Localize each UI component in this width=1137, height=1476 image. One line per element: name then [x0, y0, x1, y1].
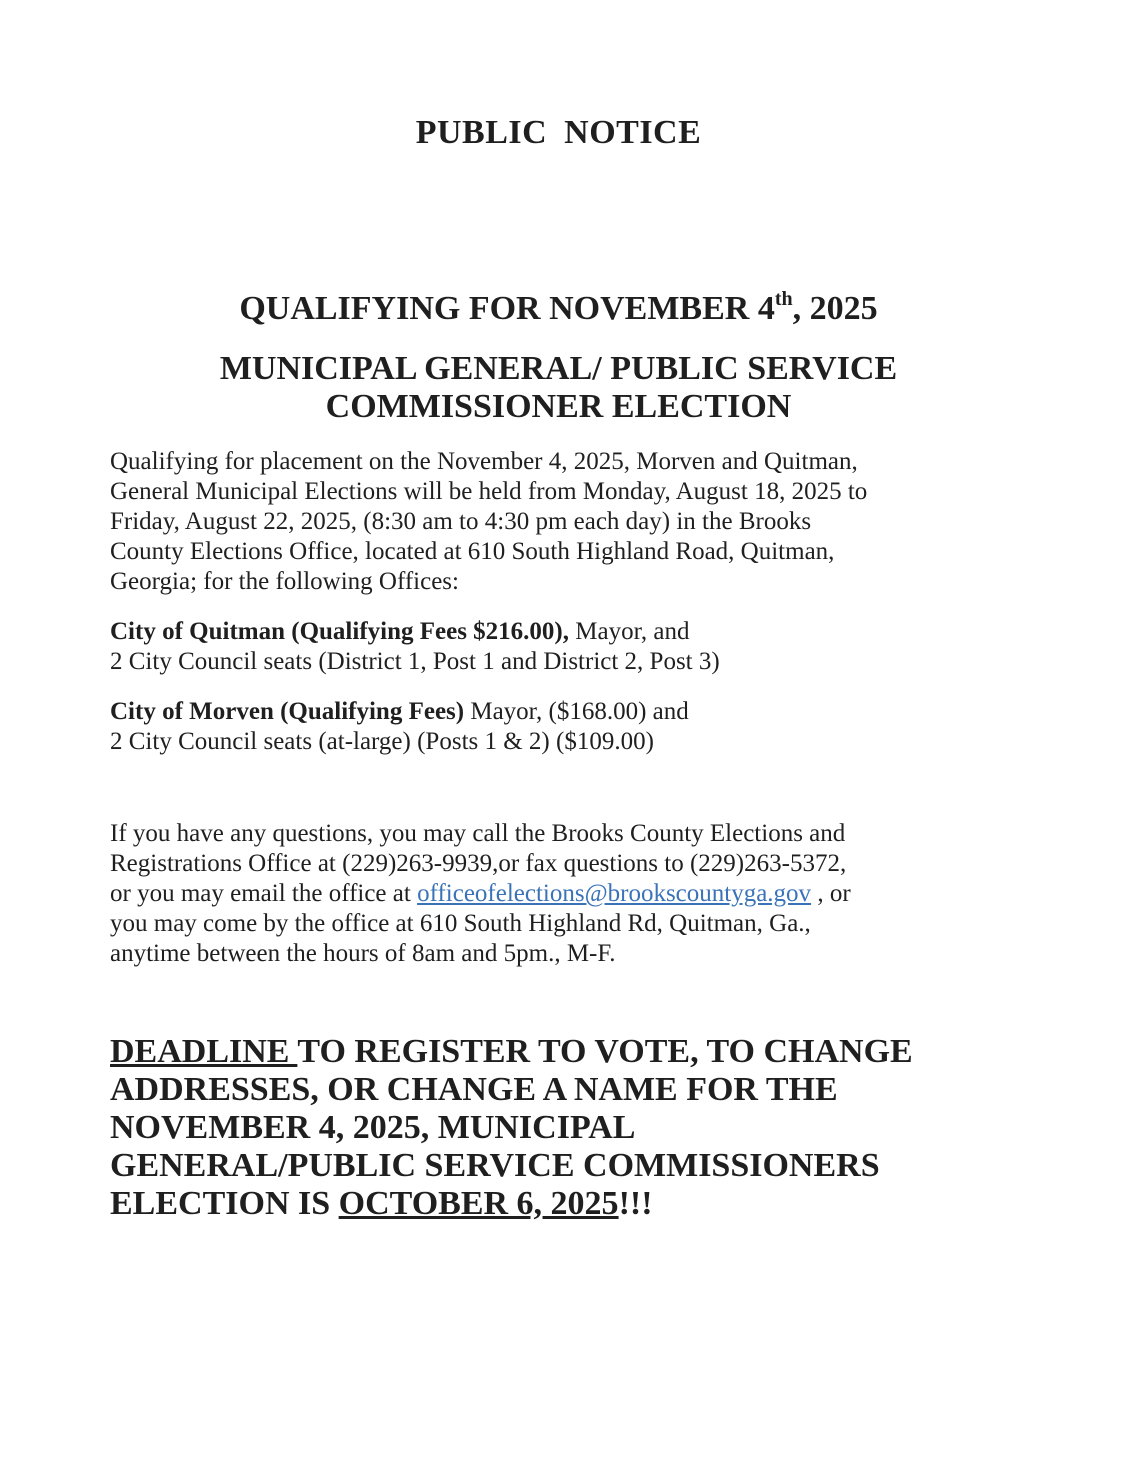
intro-line: Friday, August 22, 2025, (8:30 am to 4:30 pm each day) in the Brooks [110, 508, 812, 535]
quitman-offices [110, 617, 1010, 677]
contact-line: you may come by the office at 610 South Highland Rd, Quitman, Ga., [110, 910, 811, 937]
deadline-date: OCTOBER 6, 2025 [338, 1185, 619, 1222]
election-heading-line1: MUNICIPAL GENERAL/ PUBLIC SERVICE [219, 350, 898, 387]
morven-label: City of Morven (Qualifying Fees) [110, 698, 465, 725]
quitman-label: City of Quitman (Qualifying Fees $216.00), [110, 618, 570, 645]
email-link[interactable]: officeofelections@brookscountyga.gov [417, 880, 812, 907]
intro-line: Qualifying for placement on the November 4, 2025, Morven and Quitman, [110, 448, 858, 475]
intro-line: County Elections Office, located at 610 South Highland Road, Quitman, [110, 538, 835, 565]
intro-paragraph [110, 447, 1010, 597]
contact-line: If you have any questions, you may call the Brooks County Elections and [110, 820, 846, 847]
page-title: PUBLIC NOTICE [415, 114, 702, 151]
contact-line: Registrations Office at (229)263-9939,or fax questions to (229)263-5372, [110, 850, 847, 877]
deadline-label: DEADLINE [110, 1033, 298, 1070]
contact-line: , or [811, 880, 851, 907]
quitman-line2: 2 City Council seats (District 1, Post 1 and District 2, Post 3) [110, 648, 720, 675]
contact-paragraph [110, 819, 1010, 969]
morven-line2: 2 City Council seats (at-large) (Posts 1 & 2) ($109.00) [110, 728, 654, 755]
morven-offices [110, 697, 1010, 757]
contact-line: anytime between the hours of 8am and 5pm., M-F. [110, 940, 616, 967]
deadline-line: TO REGISTER TO VOTE, TO CHANGE [297, 1033, 913, 1070]
intro-line: General Municipal Elections will be held from Monday, August 18, 2025 to [110, 478, 868, 505]
deadline-line: NOVEMBER 4, 2025, MUNICIPAL [110, 1109, 636, 1146]
election-heading-line2: COMMISSIONER ELECTION [325, 388, 792, 425]
qualifying-heading-year: , 2025 [792, 290, 878, 327]
quitman-line1-rest: Mayor, and [569, 618, 690, 645]
qualifying-heading [0, 288, 1117, 328]
intro-line: Georgia; for the following Offices: [110, 568, 459, 595]
qualifying-heading-text: QUALIFYING FOR NOVEMBER 4 [239, 290, 775, 327]
deadline-notice [110, 1033, 1030, 1223]
deadline-line: ADDRESSES, OR CHANGE A NAME FOR THE [110, 1071, 838, 1108]
election-heading [0, 350, 1117, 426]
qualifying-heading-superscript: th [774, 288, 793, 310]
deadline-line: ELECTION IS [110, 1185, 339, 1222]
contact-line: or you may email the office at [110, 880, 418, 907]
deadline-line: GENERAL/PUBLIC SERVICE COMMISSIONERS [110, 1147, 880, 1184]
deadline-exclamation: !!! [618, 1185, 653, 1222]
morven-line1-rest: Mayor, ($168.00) and [464, 698, 689, 725]
